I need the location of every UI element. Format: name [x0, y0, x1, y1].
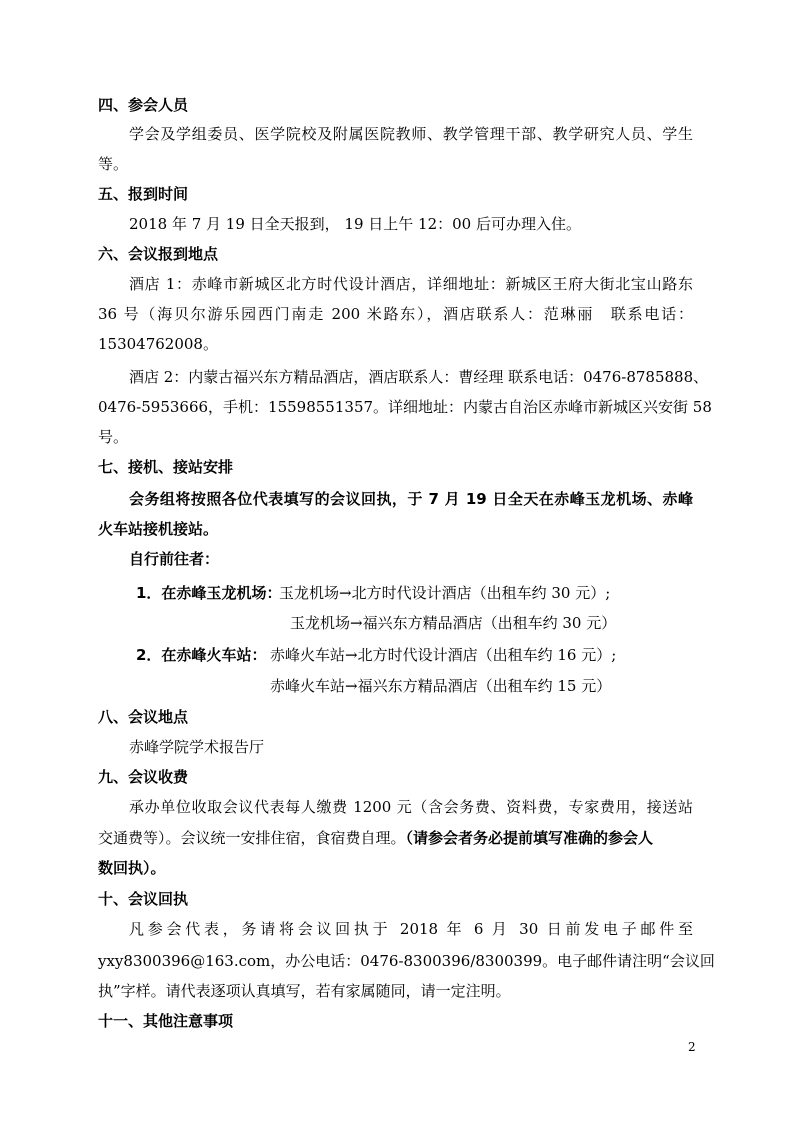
- airport-route-1: 玉龙机场→北方时代设计酒店（出租车约 30 元）;: [279, 584, 611, 602]
- hotel-2-line-3: 号。: [98, 428, 129, 446]
- section-10-line-1: 凡参会代表，务请将会议回执于 2018 年 6 月 30 日前发电子邮件至: [129, 920, 693, 938]
- hotel-1-line-1: 酒店 1：赤峰市新城区北方时代设计酒店，详细地址：新城区王府大街北宝山路东: [129, 275, 693, 293]
- section-4-title: 四、参会人员: [98, 96, 189, 114]
- hotel-2-line-2: 0476-5953666，手机：15598551357。详细地址：内蒙古自治区赤峰市新城区兴安街 58: [98, 398, 712, 416]
- section-4-line-1: 学会及学组委员、医学院校及附属医院教师、教学管理干部、教学研究人员、学生: [129, 125, 693, 143]
- section-10-line-3: 执”字样。请代表逐项认真填写，若有家属随同，请一定注明。: [98, 982, 511, 1000]
- section-5-title: 五、报到时间: [98, 185, 189, 203]
- section-5-line-1: 2018 年 7 月 19 日全天报到， 19 日上午 12：00 后可办理入住。: [129, 215, 581, 233]
- page-number: 2: [688, 1040, 696, 1054]
- section-8-line-1: 赤峰学院学术报告厅: [129, 738, 265, 756]
- hotel-1-line-3: 15304762008。: [98, 335, 218, 353]
- station-route-1: 赤峰火车站→北方时代设计酒店（出租车约 16 元）;: [270, 646, 617, 664]
- self-travel-label: [129, 548, 219, 570]
- section-11-title: 十一、其他注意事项: [98, 1012, 234, 1030]
- section-9-line-3: 数回执）。: [98, 859, 166, 877]
- self-travel-text: 自行前往者：: [129, 550, 220, 568]
- section-10-title: 十、会议回执: [98, 890, 189, 908]
- section-4-line-2: 等。: [98, 155, 129, 173]
- section-9-line-2-bold: （请参会者务必提前填写准确的参会人: [405, 829, 654, 847]
- section-6-title: 六、会议报到地点: [98, 245, 219, 263]
- station-route-2: 赤峰火车站→福兴东方精品酒店（出租车约 15 元）: [270, 677, 612, 695]
- station-label: 2．在赤峰火车站：: [136, 646, 267, 664]
- section-9-line-2-plain: 交通费等）。会议统一安排住宿，食宿费自理。: [98, 829, 406, 847]
- section-7-line-2: 火车站接机接站。: [98, 520, 219, 538]
- section-9-title: 九、会议收费: [98, 768, 189, 786]
- airport-route-2: 玉龙机场→福兴东方精品酒店（出租车约 30 元）: [290, 614, 617, 632]
- airport-label: 1．在赤峰玉龙机场：: [136, 584, 282, 602]
- section-9-line-2: [98, 827, 653, 849]
- section-7-line-1: 会务组将按照各位代表填写的会议回执，于 7 月 19 日全天在赤峰玉龙机场、赤峰: [129, 490, 693, 508]
- hotel-1-line-2: 36 号（海贝尔游乐园西门南走 200 米路东），酒店联系人：范琳丽 联系电话：: [98, 305, 693, 323]
- section-9-line-1: 承办单位收取会议代表每人缴费 1200 元（含会务费、资料费，专家费用，接送站: [129, 798, 693, 816]
- section-8-title: 八、会议地点: [98, 708, 189, 726]
- hotel-2-line-1: 酒店 2：内蒙古福兴东方精品酒店，酒店联系人：曹经理 联系电话：0476-8785888、: [129, 368, 709, 386]
- section-10-line-2: yxy8300396@163.com，办公电话：0476-8300396/8300399。电子邮件请注明“会议回: [98, 952, 715, 970]
- section-7-title: 七、接机、接站安排: [98, 458, 234, 476]
